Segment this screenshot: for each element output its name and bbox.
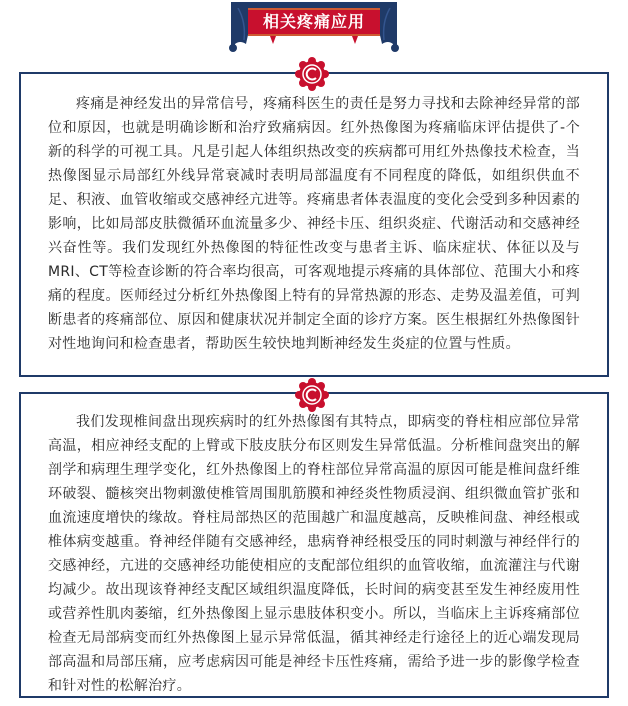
left-pole <box>231 6 235 46</box>
card-2-paragraph: 我们发现椎间盘出现疾病时的红外热像图有其特点，即病变的脊柱相应部位异常高温，相应神经支配的上臂或下肢皮肤分布区则发生异常低温。分析椎间盘突出的解剖学和病理生理学变化，红外热像图上的脊柱部位异常高温的原因可能是椎间盘纤维环破裂、髓核突出物刺激使椎管周围肌筋膜和神经炎性物质浸润、组织微血管扩张和血流速度增快的缘故。脊柱局部热区的范围越广和温度越高，反映椎间盘、神经根或椎体病变越重。脊神经伴随有交感神经，患病脊神经根受压的同时刺激与神经伴行的交感神经，亢进的交感神经功能使相应的支配部位组织的血管收缩，血流灌注与代谢均减少。故出现该脊神经支配区域组织温度降低，长时间的病变甚至发生神经废用性或营养性肌肉萎缩，红外热像图上显示患肢体积变小。所以，当临床上主诉疼痛部位检查无局部病变而红外热像图上显示异常低温，循其神经走行途径上的近心端发现局部高温和局部压痛，应考虑病因可能是神经卡压性疼痛，需给予进一步的影像学检查和针对性的松解治疗。 <box>48 414 580 694</box>
right-pole <box>393 6 397 46</box>
page-title: 相关疼痛应用 <box>262 12 365 31</box>
emblem-icon <box>294 377 330 413</box>
card-1-paragraph: 疼痛是神经发出的异常信号，疼痛科医生的责任是努力寻找和去除神经异常的部位和原因，也就是明确诊断和治疗致痛病因。红外热像图为疼痛临床评估提供了-个新的科学的可视工具。凡是引起人体组织热改变的疾病都可用红外热像技术检查，当热像图显示局部红外线异常衰减时表明局部温度有不同程度的降低，如组织供血不足、积液、血管收缩或交感神经亢进等。疼痛患者体表温度的变化会受到多种因素的影响，比如局部皮肤微循环血流量多少、神经卡压、组织炎症、代谢活动和交感神经兴奋性等。我们发现红外热像图的特征性改变与患者主诉、临床症状、体征以及与MRI、CT等检查诊断的符合率均很高，可客观地提示疼痛的具体部位、范围大小和疼痛的程度。医师经过分析红外热像图上特有的异常热源的形态、走势及温差值，可判断患者的疼痛部位、原因和健康状况并制定全面的诊疗方案。医生根据红外热像图针对性地询问和检查患者，帮助医生较快地判断神经发生炎症的位置与性质。 <box>48 96 580 352</box>
emblem-icon <box>294 56 330 92</box>
content-card-1 <box>19 72 609 377</box>
content-card-2 <box>19 392 609 698</box>
